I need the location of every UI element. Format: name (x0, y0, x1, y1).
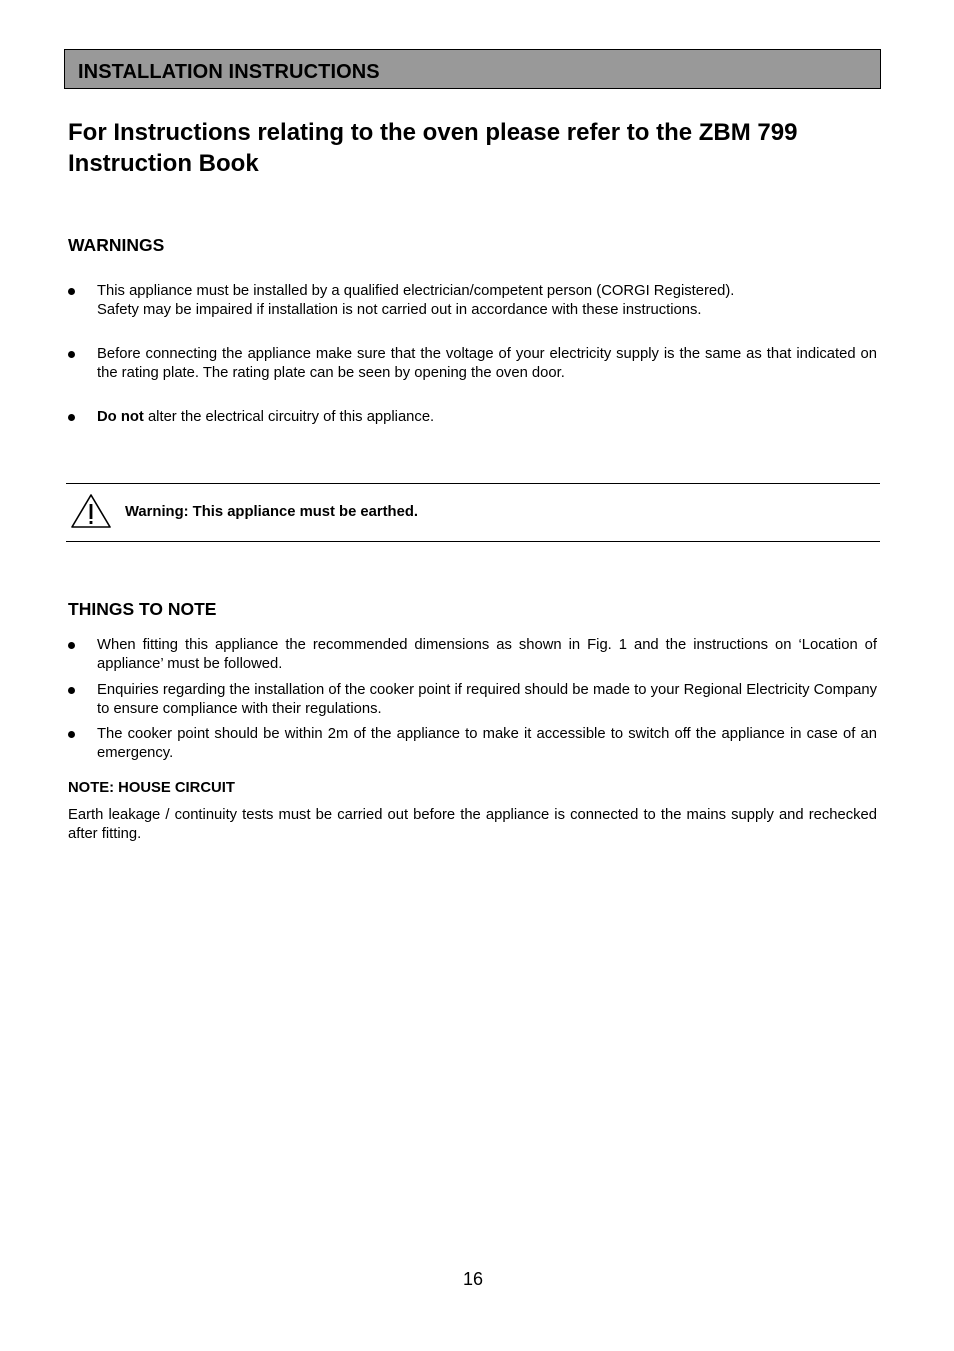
page-number: 16 (462, 1269, 484, 1289)
bullet-icon (68, 642, 75, 649)
section-header-title: INSTALLATION INSTRUCTIONS (78, 61, 380, 83)
note-item-text: Enquiries regarding the installation of the cooker point if required should be made to your Regional Electricity Company to ensure compliance with their regulations. (97, 682, 877, 717)
warnings-list (68, 345, 877, 383)
list-item (68, 636, 877, 674)
earth-warning-box (66, 483, 880, 542)
list-item (68, 681, 877, 719)
list-item (68, 282, 877, 320)
warnings-list (68, 408, 877, 427)
things-to-note-heading: THINGS TO NOTE (68, 599, 217, 619)
note-item-text: When fitting this appliance the recommended dimensions as shown in Fig. 1 and the instructions on ‘Location of appliance’ must be followed. (97, 637, 877, 672)
warnings-list (68, 282, 877, 320)
list-item (68, 725, 877, 763)
warning-item-text: This appliance must be installed by a qualified electrician/competent person (CORGI Registered). (97, 283, 735, 299)
house-circuit-text: Earth leakage / continuity tests must be carried out before the appliance is connected to the mains supply and rechecked after fitting. (68, 807, 877, 842)
things-to-note-list (68, 636, 877, 763)
bullet-icon (68, 687, 75, 694)
earth-warning-text: Warning: This appliance must be earthed. (125, 504, 418, 520)
warning-item-text: alter the electrical circuitry of this appliance. (143, 409, 435, 425)
page-title: For Instructions relating to the oven please refer to the ZBM 799 Instruction Book (68, 119, 798, 177)
bullet-icon (68, 351, 75, 358)
note-item-text: The cooker point should be within 2m of the appliance to make it accessible to switch off the appliance in case of an emergency. (97, 726, 877, 761)
bullet-icon (68, 414, 75, 421)
warning-triangle-icon (70, 493, 112, 529)
house-circuit-heading: NOTE: HOUSE CIRCUIT (68, 780, 235, 796)
bullet-icon (68, 288, 75, 295)
warnings-heading: WARNINGS (68, 235, 165, 255)
list-item (68, 345, 877, 383)
emphasis-text: Do not (97, 409, 144, 425)
list-item (68, 408, 877, 427)
section-header-bar (64, 49, 881, 89)
warning-item-text: Before connecting the appliance make sure that the voltage of your electricity supply is the same as that indicated on the rating plate. The rating plate can be seen by opening the oven door. (97, 346, 877, 381)
bullet-icon (68, 731, 75, 738)
warning-item-text: Safety may be impaired if installation is not carried out in accordance with these instructions. (97, 302, 702, 318)
